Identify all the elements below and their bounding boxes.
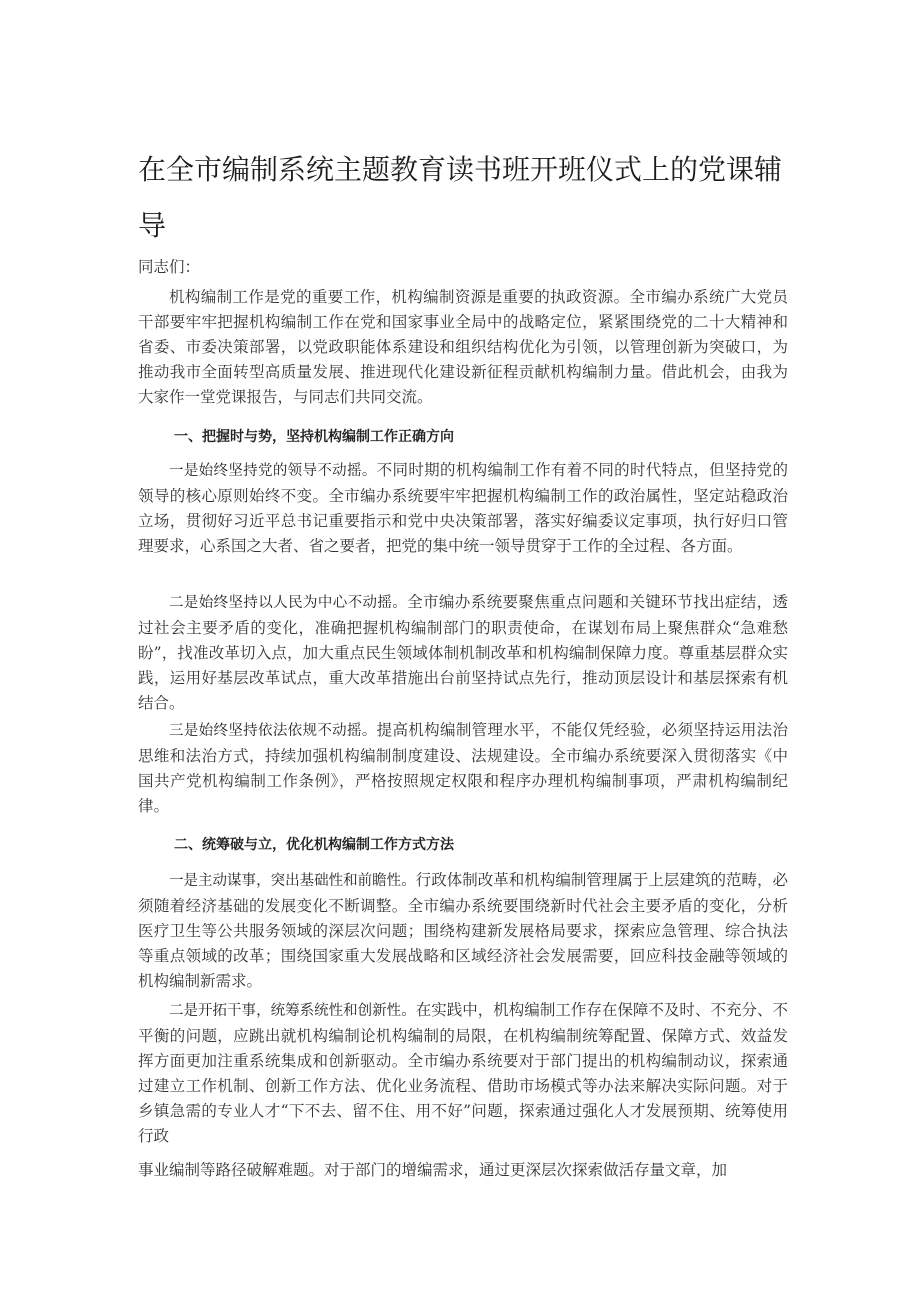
paragraph-lead: 二是开拓干事，统筹系统性和创新性。 <box>169 1003 416 1019</box>
salutation: 同志们： <box>138 258 201 276</box>
paragraph-lead: 三是始终坚持依法依规不动摇。 <box>169 723 377 739</box>
paragraph-text: 提高机构编制管理水平，不能仅凭经验，必须坚持运用法治思维和法治方式，持续加强机构编制制度建设、法规建设。全市编办系统要深入贯彻落实《中国共产党机构编制工作条例》，严格按照规定权限和程序办理机构编制事项，严肃机构编制纪律。 <box>138 721 788 815</box>
section-1-paragraph-1 <box>138 458 788 559</box>
section-2-paragraph-2 <box>138 998 788 1149</box>
paragraph-text: 在实践中，机构编制工作存在保障不及时、不充分、不平衡的问题，应跳出就机构编制论机构编制的局限，在机构编制统筹配置、保障方式、效益发挥方面更加注重系统集成和创新驱动。全市编办系统要对于部门提出的机构编制动议，探索通过建立工作机制、创新工作方法、优化业务流程、借助市场模式等办法来解决实际问题。对于乡镇急需的专业人才“下不去、留不住、用不好”问题，探索通过强化人才发展预期、统筹使用行政 <box>138 1001 788 1145</box>
paragraph-lead: 一是主动谋事，突出基础性和前瞻性。 <box>169 873 416 889</box>
document-title: 在全市编制系统主题教育读书班开班仪式上的党课辅导 <box>138 153 783 242</box>
paragraph-text: 不同时期的机构编制工作有着不同的时代特点，但坚持党的领导的核心原则始终不变。全市编办系统要牢牢把握机构编制工作的政治属性，坚定站稳政治立场，贯彻好习近平总书记重要指示和党中央决策部署，落实好编委议定事项，执行好归口管理要求，心系国之大者、省之要者，把党的集中统一领导贯穿于工作的全过程、各方面。 <box>138 461 788 555</box>
section-2-heading: 二、统筹破与立，优化机构编制工作方式方法 <box>174 837 454 853</box>
section-2-paragraph-1 <box>138 868 788 994</box>
paragraph-text: 全市编办系统要聚焦重点问题和关键环节找出症结，透过社会主要矛盾的变化，准确把握机构编制部门的职责使命，在谋划布局上聚焦群众“急难愁盼”，找准改革切入点，加大重点民生领域体制机制改革和机构编制保障力度。尊重基层群众实践，运用好基层改革试点，重大改革措施出台前坚持试点先行，推动顶层设计和基层探索有机结合。 <box>138 593 788 712</box>
section-1-heading: 一、把握时与势，坚持机构编制工作正确方向 <box>174 429 454 445</box>
paragraph-lead: 一是始终坚持党的领导不动摇。 <box>169 463 377 479</box>
section-2-paragraph-3: 事业编制等路径破解难题。对于部门的增编需求，通过更深层次探索做活存量文章，加 <box>138 1161 728 1179</box>
paragraph-lead: 二是始终坚持以人民为中心不动摇。 <box>169 595 408 611</box>
paragraph-text: 行政体制改革和机构编制管理属于上层建筑的范畴，必须随着经济基础的发展变化不断调整。全市编办系统要围绕新时代社会主要矛盾的变化，分析医疗卫生等公共服务领域的深层次问题；围绕构建新发展格局要求，探索应急管理、综合执法等重点领域的改革；围绕国家重大发展战略和区域经济社会发展需要，回应科技金融等领域的机构编制新需求。 <box>138 871 788 990</box>
intro-paragraph: 机构编制工作是党的重要工作，机构编制资源是重要的执政资源。全市编办系统广大党员干部要牢牢把握机构编制工作在党和国家事业全局中的战略定位，紧紧围绕党的二十大精神和省委、市委决策部署，以党政职能体系建设和组织结构优化为引领，以管理创新为突破口，为推动我市全面转型高质量发展、推进现代化建设新征程贡献机构编制力量。借此机会，由我为大家作一堂党课报告，与同志们共同交流。 <box>138 288 788 406</box>
section-1-paragraph-2 <box>138 590 788 716</box>
section-1-paragraph-3 <box>138 718 788 819</box>
